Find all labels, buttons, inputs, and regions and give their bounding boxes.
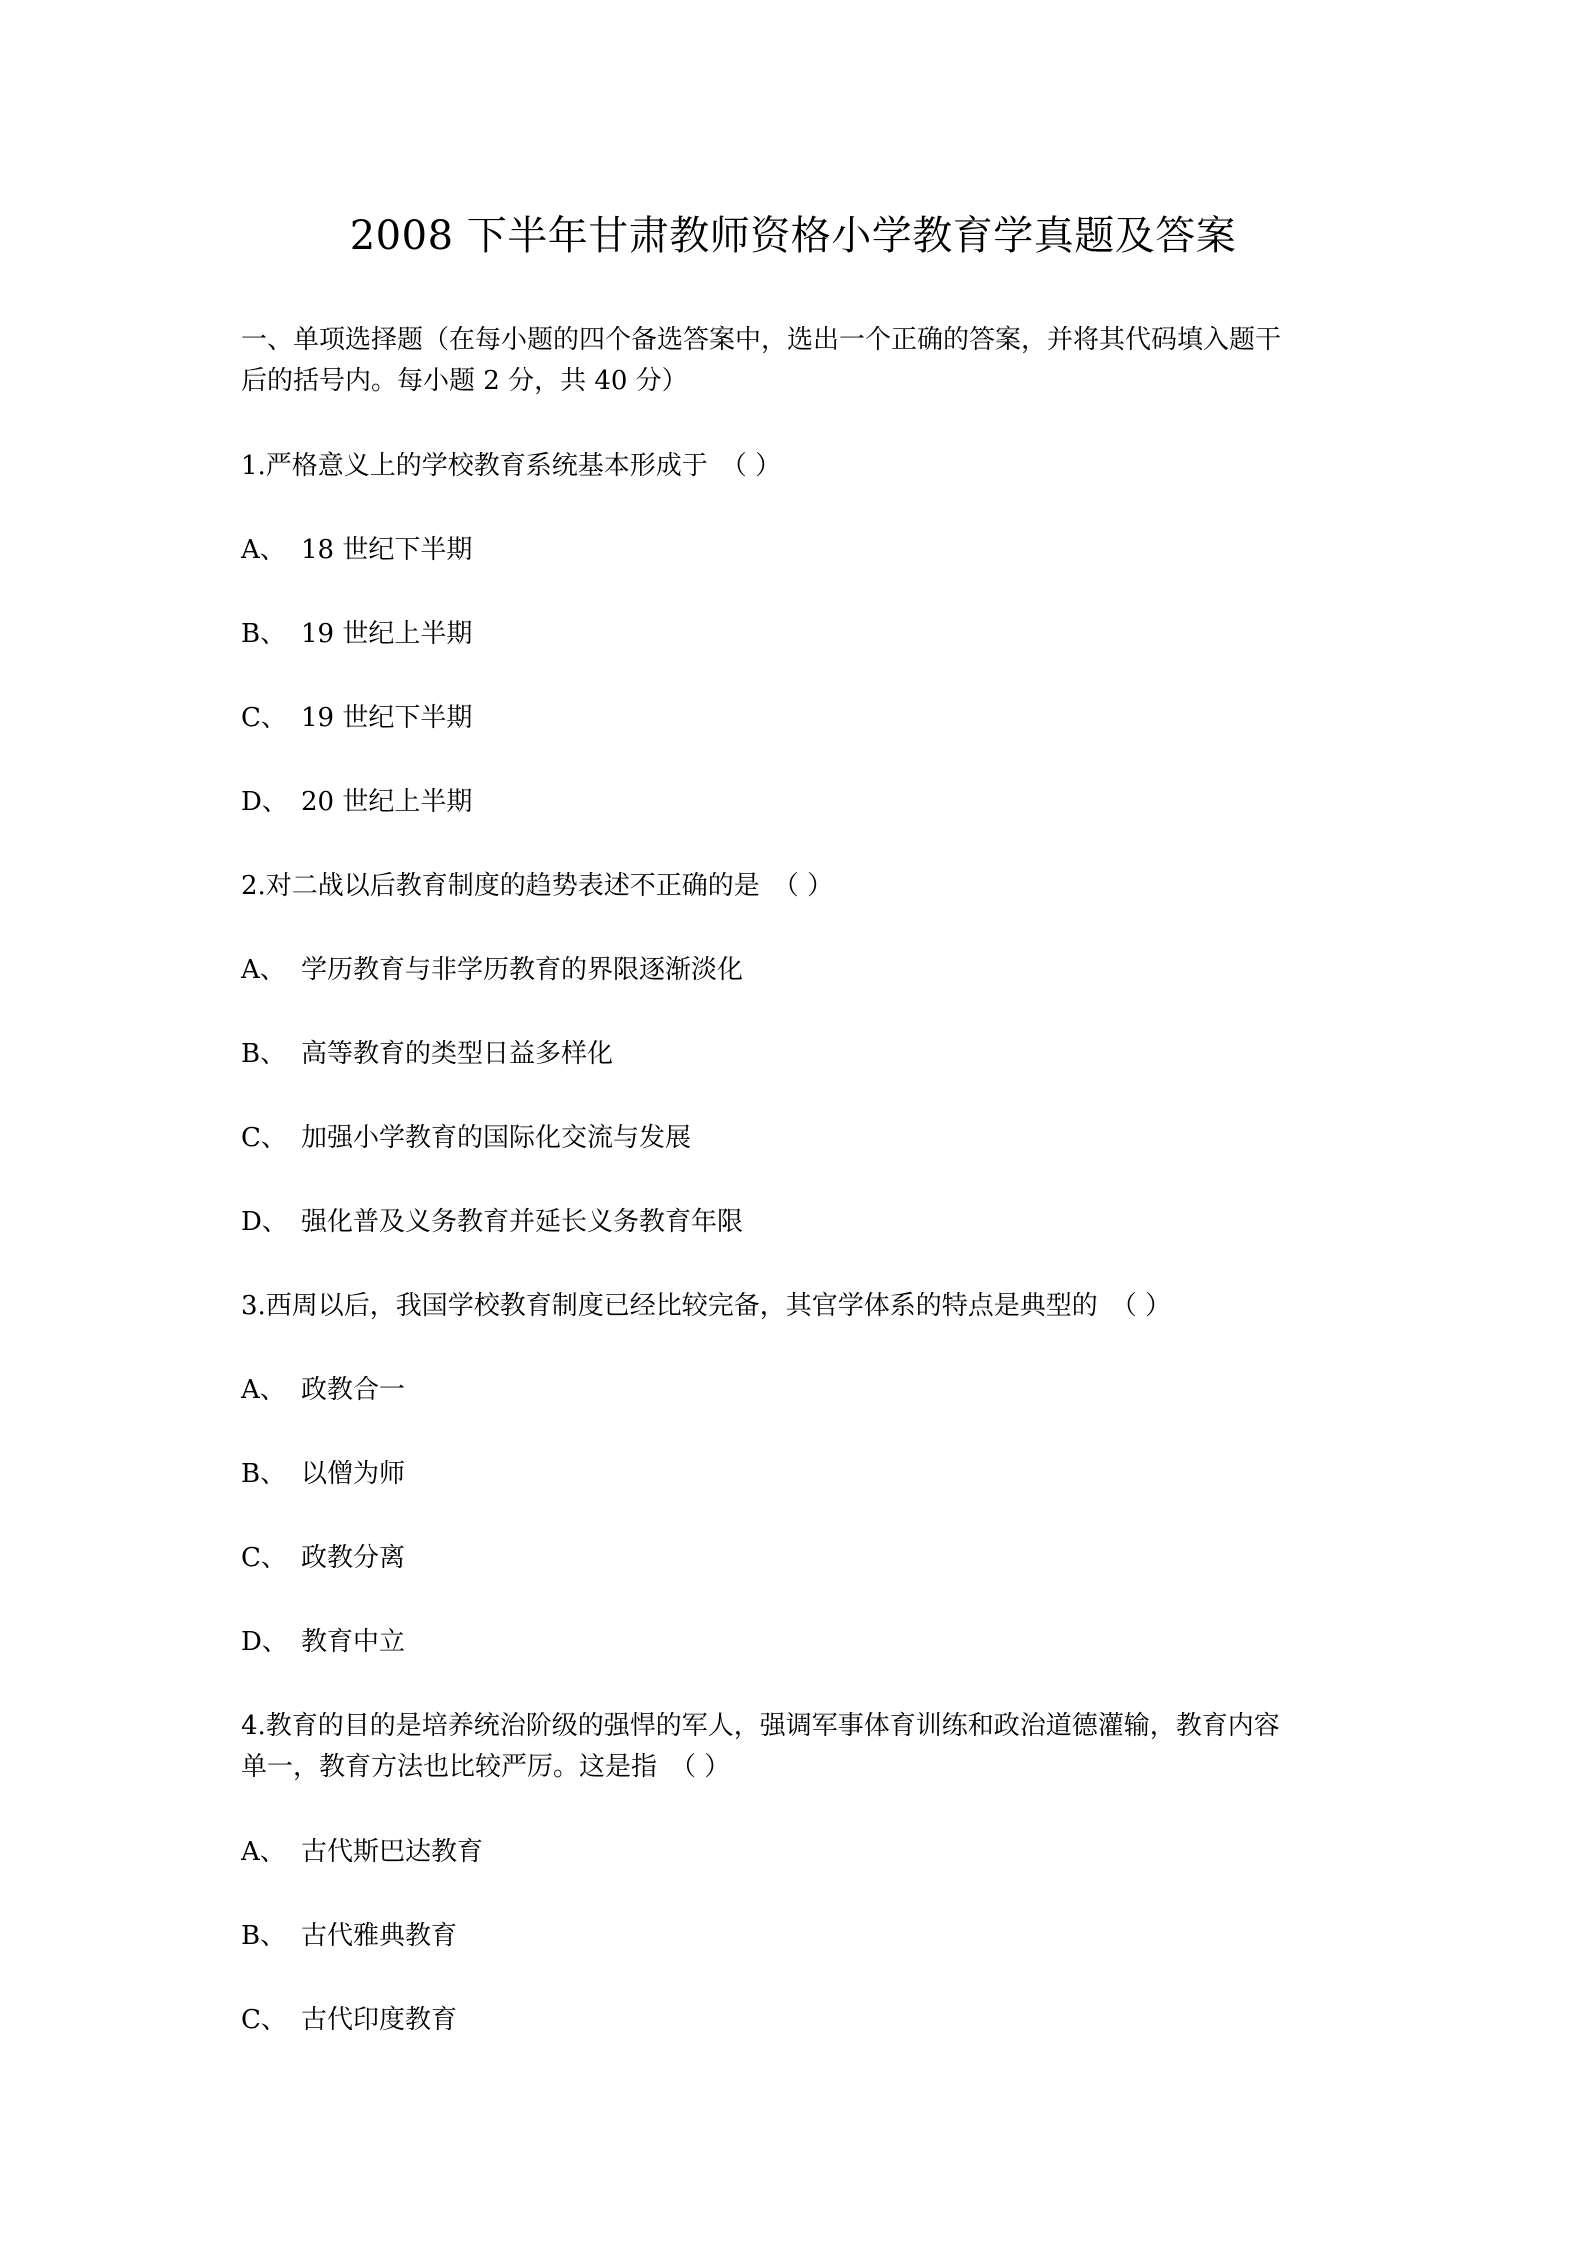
question-1-option-a <box>241 529 1361 571</box>
option-letter: A、 <box>241 1837 286 1867</box>
question-4-option-c <box>241 1999 1361 2041</box>
option-text: 强化普及义务教育并延长义务教育年限 <box>301 1207 744 1237</box>
option-letter: C、 <box>241 1123 287 1153</box>
question-1-stem: 1.严格意义上的学校教育系统基本形成于 （ ） <box>241 451 782 481</box>
question-3-option-c <box>241 1537 1361 1579</box>
section-intro-line-2: 后的括号内。每小题 2 分，共 40 分） <box>241 366 688 396</box>
option-letter: C、 <box>241 2005 287 2035</box>
question-4-stem-line-1: 4.教育的目的是培养统治阶级的强悍的军人，强调军事体育训练和政治道德灌输，教育内容 <box>241 1711 1280 1741</box>
option-text: 古代斯巴达教育 <box>301 1837 484 1867</box>
option-text: 加强小学教育的国际化交流与发展 <box>301 1123 692 1153</box>
option-text: 政教分离 <box>301 1543 406 1573</box>
option-letter: A、 <box>241 955 286 985</box>
option-text: 20 世纪上半期 <box>301 787 473 817</box>
question-4-stem-line-2: 单一，教育方法也比较严厉。这是指 （ ） <box>241 1752 731 1782</box>
question-2-option-a <box>241 949 1361 991</box>
option-text: 19 世纪下半期 <box>301 703 473 733</box>
option-text: 以僧为师 <box>301 1459 406 1489</box>
option-letter: B、 <box>241 1921 287 1951</box>
option-letter: A、 <box>241 1375 286 1405</box>
option-text: 教育中立 <box>301 1627 406 1657</box>
option-letter: C、 <box>241 703 287 733</box>
option-letter: D、 <box>241 787 288 817</box>
question-2-stem: 2.对二战以后教育制度的趋势表述不正确的是 （ ） <box>241 871 834 901</box>
option-letter: B、 <box>241 1039 287 1069</box>
option-text: 政教合一 <box>301 1375 406 1405</box>
question-2-option-b <box>241 1033 1361 1075</box>
question-1-option-d <box>241 781 1361 823</box>
option-letter: B、 <box>241 619 287 649</box>
option-text: 学历教育与非学历教育的界限逐渐淡化 <box>301 955 744 985</box>
option-text: 18 世纪下半期 <box>301 535 473 565</box>
option-letter: A、 <box>241 535 286 565</box>
option-letter: B、 <box>241 1459 287 1489</box>
question-2-option-d <box>241 1201 1361 1243</box>
option-text: 19 世纪上半期 <box>301 619 473 649</box>
question-1-option-b <box>241 613 1361 655</box>
question-3-option-d <box>241 1621 1361 1663</box>
option-letter: D、 <box>241 1627 288 1657</box>
question-3-stem: 3.西周以后，我国学校教育制度已经比较完备，其官学体系的特点是典型的 （ ） <box>241 1291 1172 1321</box>
option-text: 高等教育的类型日益多样化 <box>301 1039 614 1069</box>
question-1-option-c <box>241 697 1361 739</box>
document-title: 2008 下半年甘肃教师资格小学教育学真题及答案 <box>349 213 1237 259</box>
question-4-option-b <box>241 1915 1361 1957</box>
option-text: 古代雅典教育 <box>301 1921 458 1951</box>
option-text: 古代印度教育 <box>301 2005 458 2035</box>
option-letter: C、 <box>241 1543 287 1573</box>
question-3-option-b <box>241 1453 1361 1495</box>
section-intro-line-1: 一、单项选择题（在每小题的四个备选答案中，选出一个正确的答案，并将其代码填入题干 <box>241 325 1282 355</box>
option-letter: D、 <box>241 1207 288 1237</box>
question-3-option-a <box>241 1369 1361 1411</box>
question-2-option-c <box>241 1117 1361 1159</box>
question-4-option-a <box>241 1831 1361 1873</box>
